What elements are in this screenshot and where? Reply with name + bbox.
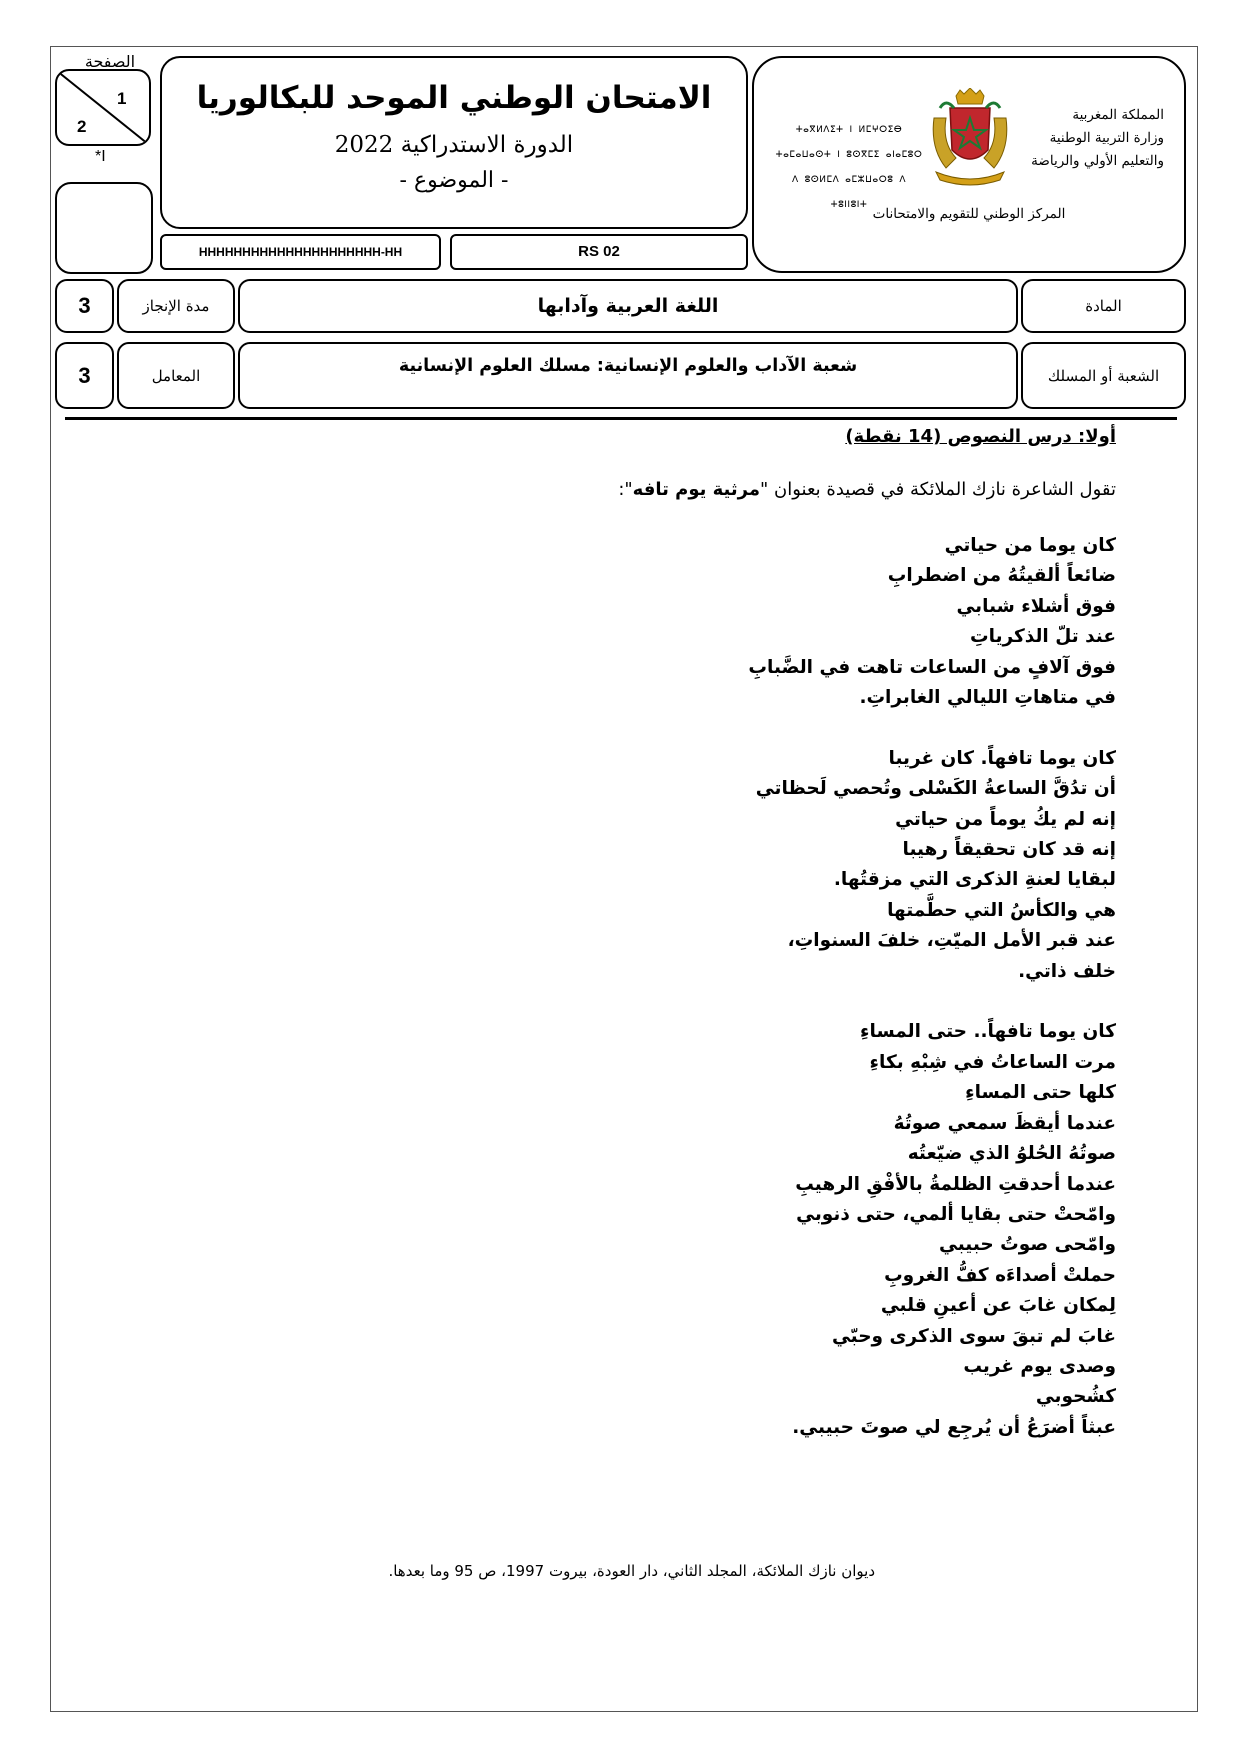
duration-value: 3 [78,293,91,318]
intro-prefix: تقول الشاعرة نازك الملائكة في قصيدة بعنوان " [760,479,1116,500]
poem-line: صوتُهُ الحُلوُ الذي ضيّعتُه [907,1143,1116,1165]
poem-line: وصدى يوم غريب [963,1355,1116,1377]
ministry-tifinagh-line: ⵜⴰⴳⵍⴷⵉⵜ ⵏ ⵍⵎⵖⵔⵉⴱ [795,125,903,135]
ministry-line: وزارة التربية الوطنية [1049,130,1164,146]
page-counter [55,69,151,146]
poem-line: فوق آلافٍ من الساعات تاهت في الضَّبابِ [748,656,1116,678]
poem-line: حملتْ أصداءَه كفُّ الغروبِ [884,1264,1116,1286]
subject-field-box [1021,279,1186,333]
poem-line: ضائعاً ألقيتُهُ من اضطرابِ [887,565,1116,587]
page-current: 1 [117,89,127,108]
ministry-box [752,56,1186,273]
poem-source: ديوان نازك الملائكة، المجلد الثاني، دار العودة، بيروت 1997، ص 95 وما بعدها. [388,1562,875,1580]
ministry-tifinagh-line: ⴷ ⵓⵙⵍⵎⴷ ⴰⵎⵣⵡⴰⵔⵓ ⴷ ⵜⵓⵏⵏⵓⵏⵜ [792,175,906,210]
track-field-label: الشعبة أو المسلك [1047,366,1160,385]
exam-code-right: RS 02 [450,234,748,270]
track-field-box [1021,342,1186,409]
poem-line: عبثاً أضرَعُ أن يُرجِع لي صوتَ حبيبي. [792,1416,1116,1438]
ministry-tifinagh [774,118,924,218]
ministry-line: والتعليم الأولي والرياضة [1031,153,1164,169]
coefficient-label-box [117,342,235,409]
poem-line: لِمكان غابَ عن أعينِ قلبي [880,1295,1116,1317]
page-counter-diagonal [57,71,151,146]
ministry-tifinagh-line: ⵜⴰⵎⴰⵡⴰⵙⵜ ⵏ ⵓⵙⴳⵎⵉ ⴰⵏⴰⵎⵓⵔ [775,150,923,160]
poem-line: خلف ذاتي. [1018,960,1116,982]
poem-line: وامّحى صوتُ حبيبي [939,1234,1116,1256]
poem-line: إنه قد كان تحقيقاً رهيبا [902,839,1116,861]
poem-line: كان يوما تافهاً.. حتى المساءِ [860,1021,1116,1043]
track-box [238,342,1018,409]
duration-label-box [117,279,235,333]
poem-line: كان يوما تافهاً. كان غريبا [888,747,1116,769]
blank-box [55,182,153,274]
header-divider [65,417,1177,420]
poem-line: كشُحوبي [1035,1386,1116,1408]
evaluation-center: المركز الوطني للتقويم والامتحانات [872,206,1066,222]
track-name: شعبة الآداب والعلوم الإنسانية: مسلك العلوم الإنسانية [398,356,858,376]
coefficient-value: 3 [78,362,91,388]
poem-line: كلها حتى المساءِ [965,1082,1116,1104]
poem-line: لبقايا لعنةِ الذكرى التي مزقتُها. [833,869,1116,891]
exam-code-left: HHHHHHHHHHHHHHHHHHHHH-HH [160,234,441,270]
poem-line: إنه لم يكُ يوماً من حياتي [895,808,1116,830]
poem-line: عندما أيقظَ سمعي صوتُهُ [893,1112,1116,1134]
poem-line: مرت الساعاتُ في شِبْهِ بكاءِ [869,1051,1116,1073]
poem-line: عند قبر الأمل الميّتِ، خلفَ السنواتِ، [787,930,1116,952]
coefficient-value-box [55,342,114,409]
poem-line: هي والكأسُ التي حطَّمتها [887,899,1116,921]
intro-text [116,479,1116,500]
duration-label: مدة الإنجاز [142,297,210,315]
page-label: الصفحة [84,52,136,71]
poem-line: وامّحتْ حتى بقايا ألمي، حتى ذنوبي [796,1203,1116,1225]
page-marker: *I [95,148,106,165]
coefficient-label: المعامل [151,366,201,385]
poem-stanza [116,531,1116,713]
poem-title: مرثية يوم تافه [632,479,761,500]
exam-title: الامتحان الوطني الموحد للبكالوريا [196,80,712,116]
poem-line: كان يوما من حياتي [944,535,1116,556]
subject-field-label: المادة [1085,297,1122,315]
poem-line: في متاهاتِ الليالي الغابراتِ. [859,687,1116,709]
subject-name: اللغة العربية وآدابها [537,295,719,317]
poem-stanza [116,1017,1116,1443]
exam-title-box [160,56,748,229]
page-total: 2 [77,117,87,136]
poem-line: فوق أشلاء شبابي [956,595,1116,617]
poem-stanza [116,744,1116,987]
poem-line: أن تدُقَّ الساعةُ الكَسْلى وتُحصي لَحظاتي [755,778,1116,800]
moroccan-emblem-icon [926,88,1014,188]
section-title: أولا: درس النصوص (14 نقطة) [845,426,1116,447]
poem-line: عند تلّ الذكرياتِ [970,626,1116,648]
ministry-line: المملكة المغربية [1072,107,1164,123]
poem-line: غابَ لم تبقَ سوى الذكرى وحبّي [831,1325,1116,1347]
poem-line: عندما أحدقتِ الظلمةُ بالأفْقِ الرهيبِ [795,1173,1116,1195]
poem [116,531,1116,1443]
subject-box [238,279,1018,333]
exam-session: الدورة الاستدراكية 2022 [334,132,574,158]
subject-label: - الموضوع - [399,168,509,193]
intro-suffix: ": [618,479,633,500]
ministry-name [1004,104,1164,173]
duration-value-box [55,279,114,333]
